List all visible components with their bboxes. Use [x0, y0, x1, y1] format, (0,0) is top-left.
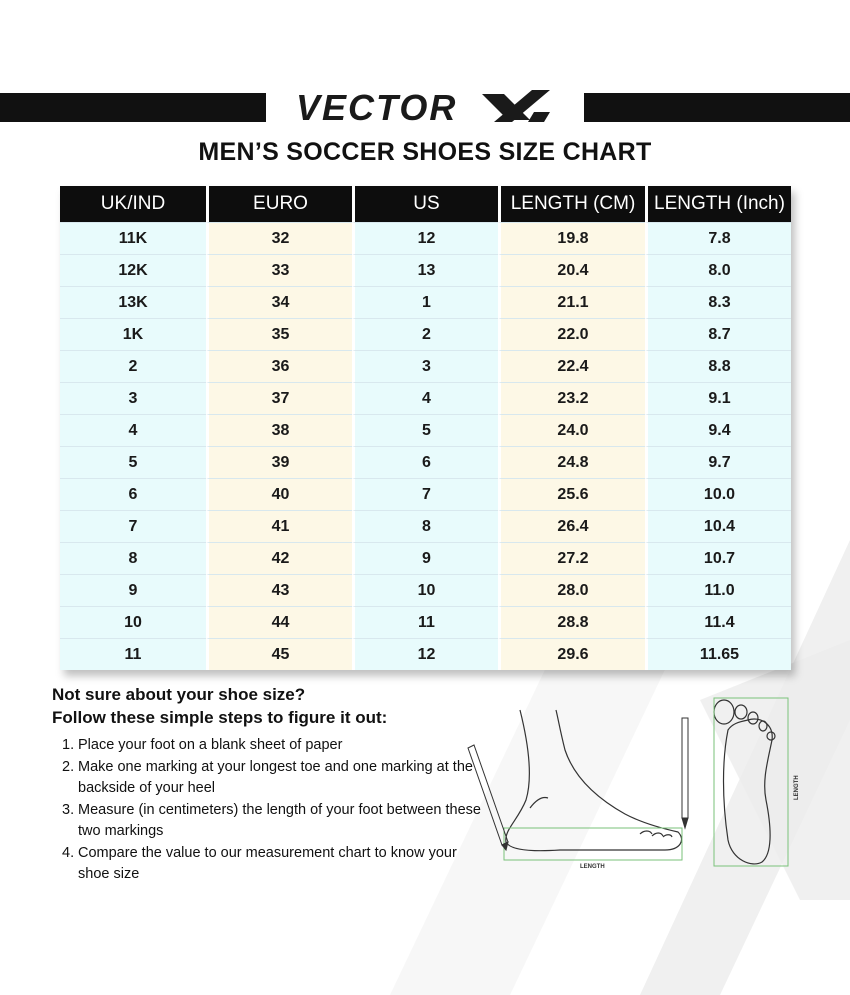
- cell-euro: 34: [206, 286, 352, 318]
- cell-uk-ind: 1K: [60, 318, 206, 350]
- table-row: [60, 446, 791, 478]
- step-item: 4. Compare the value to our measurement chart to know your shoe size: [62, 844, 457, 882]
- header-uk-ind: UK/IND: [60, 186, 206, 222]
- help-subtitle: Follow these simple steps to figure it out:: [52, 708, 388, 727]
- header-us: US: [352, 186, 498, 222]
- cell-uk-ind: 3: [60, 382, 206, 414]
- x-mark-icon: [482, 90, 550, 122]
- step-item: 2. Make one marking at your longest toe and one marking at the backside of your heel: [62, 758, 473, 796]
- cell-us: 5: [352, 414, 498, 446]
- table-row: [60, 414, 791, 446]
- steps-list: [52, 735, 482, 886]
- cell-euro: 42: [206, 542, 352, 574]
- cell-us: 9: [352, 542, 498, 574]
- cell-us: 3: [352, 350, 498, 382]
- cell-uk-ind: 7: [60, 510, 206, 542]
- size-chart-table: [60, 186, 791, 670]
- top-length-label: LENGTH: [794, 775, 800, 800]
- step-item: 1. Place your foot on a blank sheet of paper: [62, 737, 343, 753]
- cell-length-cm: 27.2: [498, 542, 645, 574]
- cell-uk-ind: 13K: [60, 286, 206, 318]
- cell-length-cm: 28.8: [498, 606, 645, 638]
- top-foot-icon: [714, 700, 775, 864]
- cell-euro: 41: [206, 510, 352, 542]
- cell-length-cm: 19.8: [498, 222, 645, 254]
- cell-length-inch: 11.4: [645, 606, 791, 638]
- table-row: [60, 350, 791, 382]
- size-help-section: [52, 683, 482, 886]
- cell-us: 11: [352, 606, 498, 638]
- cell-length-cm: 24.8: [498, 446, 645, 478]
- cell-uk-ind: 9: [60, 574, 206, 606]
- cell-length-cm: 24.0: [498, 414, 645, 446]
- table-row: [60, 478, 791, 510]
- cell-length-inch: 8.0: [645, 254, 791, 286]
- logo-text: VECTOR: [296, 87, 458, 128]
- table-row: [60, 574, 791, 606]
- table-row: [60, 638, 791, 670]
- cell-length-cm: 21.1: [498, 286, 645, 318]
- cell-euro: 37: [206, 382, 352, 414]
- cell-us: 8: [352, 510, 498, 542]
- cell-length-cm: 22.4: [498, 350, 645, 382]
- cell-length-cm: 26.4: [498, 510, 645, 542]
- cell-length-inch: 10.4: [645, 510, 791, 542]
- table-row: [60, 510, 791, 542]
- cell-length-inch: 8.3: [645, 286, 791, 318]
- cell-length-inch: 7.8: [645, 222, 791, 254]
- cell-euro: 39: [206, 446, 352, 478]
- help-question: Not sure about your shoe size?: [52, 685, 306, 704]
- cell-us: 4: [352, 382, 498, 414]
- table-row: [60, 382, 791, 414]
- cell-length-cm: 28.0: [498, 574, 645, 606]
- header-bar-left: [0, 93, 266, 122]
- cell-length-inch: 11.0: [645, 574, 791, 606]
- table-row: [60, 222, 791, 254]
- table-row: [60, 542, 791, 574]
- side-foot-icon: [506, 710, 682, 851]
- cell-length-cm: 25.6: [498, 478, 645, 510]
- cell-euro: 40: [206, 478, 352, 510]
- cell-uk-ind: 12K: [60, 254, 206, 286]
- header-bar-right: [584, 93, 850, 122]
- cell-length-inch: 8.8: [645, 350, 791, 382]
- cell-length-inch: 11.65: [645, 638, 791, 670]
- header-euro: EURO: [206, 186, 352, 222]
- step-item: 3. Measure (in centimeters) the length of your foot between these two markings: [62, 801, 481, 839]
- cell-euro: 43: [206, 574, 352, 606]
- pencil-left-icon: [468, 745, 508, 850]
- table-row: [60, 606, 791, 638]
- cell-uk-ind: 11K: [60, 222, 206, 254]
- cell-length-inch: 10.7: [645, 542, 791, 574]
- table-header-row: [60, 186, 791, 222]
- cell-length-inch: 10.0: [645, 478, 791, 510]
- cell-us: 13: [352, 254, 498, 286]
- cell-euro: 35: [206, 318, 352, 350]
- cell-length-cm: 20.4: [498, 254, 645, 286]
- cell-us: 7: [352, 478, 498, 510]
- vector-x-logo: [282, 82, 572, 132]
- cell-euro: 45: [206, 638, 352, 670]
- table-row: [60, 254, 791, 286]
- cell-us: 12: [352, 222, 498, 254]
- cell-us: 12: [352, 638, 498, 670]
- cell-length-inch: 9.7: [645, 446, 791, 478]
- header-length-inch: LENGTH (Inch): [645, 186, 791, 222]
- cell-uk-ind: 5: [60, 446, 206, 478]
- cell-uk-ind: 6: [60, 478, 206, 510]
- pencil-right-icon: [682, 718, 688, 828]
- cell-length-cm: 22.0: [498, 318, 645, 350]
- cell-length-inch: 8.7: [645, 318, 791, 350]
- cell-uk-ind: 2: [60, 350, 206, 382]
- cell-length-cm: 29.6: [498, 638, 645, 670]
- cell-length-inch: 9.4: [645, 414, 791, 446]
- cell-euro: 32: [206, 222, 352, 254]
- cell-us: 1: [352, 286, 498, 318]
- page-title: MEN’S SOCCER SHOES SIZE CHART: [198, 138, 652, 166]
- table-row: [60, 318, 791, 350]
- cell-us: 10: [352, 574, 498, 606]
- header-length-cm: LENGTH (CM): [498, 186, 645, 222]
- cell-euro: 33: [206, 254, 352, 286]
- side-length-label: LENGTH: [580, 864, 605, 870]
- cell-euro: 36: [206, 350, 352, 382]
- cell-length-inch: 9.1: [645, 382, 791, 414]
- cell-us: 6: [352, 446, 498, 478]
- cell-uk-ind: 8: [60, 542, 206, 574]
- foot-measurement-illustration: [460, 690, 800, 880]
- cell-us: 2: [352, 318, 498, 350]
- cell-length-cm: 23.2: [498, 382, 645, 414]
- cell-euro: 38: [206, 414, 352, 446]
- table-row: [60, 286, 791, 318]
- cell-uk-ind: 11: [60, 638, 206, 670]
- cell-uk-ind: 4: [60, 414, 206, 446]
- cell-euro: 44: [206, 606, 352, 638]
- cell-uk-ind: 10: [60, 606, 206, 638]
- side-length-guide: [504, 828, 682, 860]
